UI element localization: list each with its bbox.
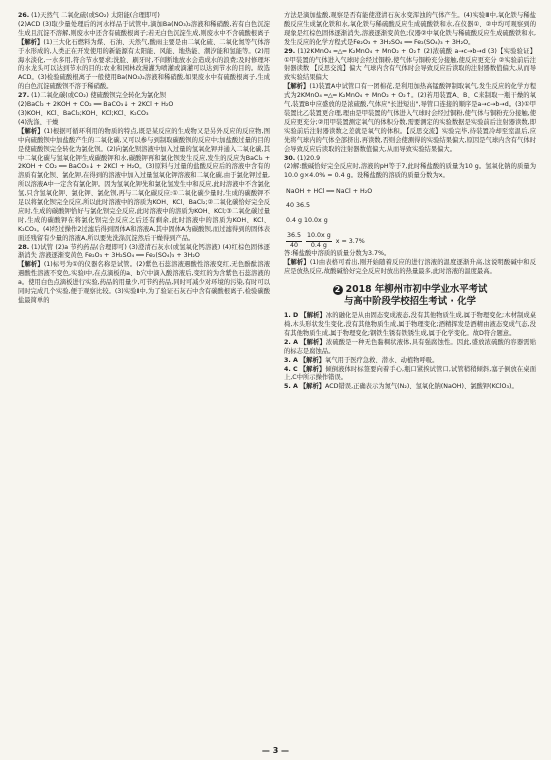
left-column bbox=[18, 12, 270, 306]
page bbox=[18, 12, 538, 742]
answer-line bbox=[284, 339, 536, 357]
paragraph-text: 0.4 g 10.0x g bbox=[286, 217, 328, 225]
paragraph-text: (1)天然气 二氧化硫(或SO₂) 太阳能(合理即可) bbox=[31, 12, 160, 19]
analysis-tag: 【解析】 bbox=[18, 38, 44, 46]
proportion-equation bbox=[284, 232, 536, 250]
text-paragraph bbox=[18, 39, 270, 92]
paragraph-text: 方法是滴加盐酸,观察是否有能使澄清石灰水变浑浊的气体产生。(4)实验Ⅲ中,氧化铁与稀盐酸反应生成氯化铁和水,氧化铁与稀硫酸反应生成硫酸铁和水,在仪器①、②中均可观察到的现象是红棕色固体逐渐消失,溶液逐渐变黄色;仪器②中氧化铁与稀硫酸反应生成硫酸铁和水,发生反应的化学方程式是Fe₂O₃ + 3H₂SO₄ ══ Fe₂(SO₄)₃ + 3H₂O。 bbox=[284, 12, 536, 46]
fraction bbox=[306, 232, 332, 250]
analysis-tag: 【解析】 bbox=[300, 338, 326, 346]
question-number: 4. C bbox=[284, 365, 298, 373]
paragraph-text: 答:稀盐酸中溶质的质量分数为3.7%。 bbox=[284, 250, 391, 258]
paragraph-text: (1)2KMnO₄ ═△═ K₂MnO₄ + MnO₂ + O₂↑ (2)浓硫酸 a→c→b→d (3)【实验验证】①甲装置的气体进入气球时会经过铜粉,使气体与铜粉充分接触,使反应更充分 ②实验前后注射器读数 【反思交流】偏大 气球内含有气体时会导致反应后读取的注射器数值偏大,从而导致实验结果偏大 bbox=[284, 47, 536, 82]
right-column bbox=[284, 12, 536, 392]
answer-line bbox=[18, 244, 270, 262]
section-title-line2: 与高中阶段学校招生考试 · 化学 bbox=[344, 296, 476, 308]
question-number: 5. A bbox=[284, 383, 298, 391]
fraction-numerator: 10.0x g bbox=[306, 232, 332, 242]
question-number: 29. bbox=[284, 47, 296, 55]
paragraph-text: (2)解:酸碱恰好完全反应时,溶液的pH等于7,此时稀盐酸的质量为10 g。氢氧化钠的质量为10.0 g×4.0% = 0.4 g。设稀盐酸的溶质的质量分数为x。 bbox=[284, 163, 536, 180]
analysis-tag: 【解析】 bbox=[284, 83, 310, 91]
paragraph-text: 倾倒液体时标签要向着手心,瓶口紧挨试管口,试管稍稍倾斜,塞子倒放在桌面上,C中所示操作错误。 bbox=[284, 365, 536, 382]
calculation-line bbox=[284, 188, 536, 197]
paragraph-text: 浓硫酸是一种无色黏稠状液体,具有强腐蚀性。因此,盛放浓硫酸的容器需贴的标志是腐蚀品。 bbox=[284, 338, 536, 355]
answer-line bbox=[284, 366, 536, 384]
analysis-tag: 【解析】 bbox=[299, 383, 326, 391]
answer-line bbox=[284, 48, 536, 84]
paragraph-text: (4)洗涤、干燥 bbox=[18, 118, 59, 126]
answer-line bbox=[284, 312, 536, 339]
paragraph-text: (3)KOH、KCl、BaCl₂;KOH、KCl;KCl、K₂CO₃ bbox=[18, 109, 149, 117]
paragraph-text: 氧气用于医疗急救、潜水、动植物呼吸。 bbox=[325, 356, 439, 364]
question-number: 30. bbox=[284, 154, 296, 162]
question-number: 3. A bbox=[284, 356, 298, 364]
analysis-tag: 【解析】 bbox=[300, 312, 326, 320]
text-paragraph bbox=[284, 250, 536, 259]
question-number: 27. bbox=[18, 92, 30, 100]
paragraph-text: NaOH + HCl ══ NaCl + H₂O bbox=[286, 187, 373, 195]
section-number-badge: 2 bbox=[333, 285, 343, 295]
fraction-denominator: 0.4 g bbox=[310, 241, 327, 249]
fraction bbox=[286, 232, 302, 250]
paragraph-text: 40 36.5 bbox=[286, 202, 311, 210]
paragraph-text: ACD错误,正确表示为氮气(N₂)、氢氧化钠(NaOH)、氯酸钾(KClO₃)。 bbox=[325, 383, 518, 391]
page-number: — 3 — bbox=[261, 746, 290, 755]
calculation-line bbox=[284, 217, 536, 226]
text-paragraph bbox=[18, 101, 270, 110]
text-paragraph bbox=[18, 110, 270, 119]
fraction-denominator: 40 bbox=[290, 241, 299, 249]
analysis-tag: 【解析】 bbox=[18, 261, 44, 269]
paragraph-text: (2)BaCl₂ + 2KOH + CO₂ ══ BaCO₃↓ + 2KCl + H₂O bbox=[18, 101, 174, 109]
text-paragraph bbox=[284, 83, 536, 154]
paragraph-text: (1)标号为①的仪器名称是试管。(2)紫色石蕊溶液遇酸性溶液变红,无色酚酞溶液遇酸性溶液不变色,实验Ⅰ中,在点滴板的a、b穴中滴入酸溶液后,变红的为含紫色石蕊溶液的a。使用白色点滴板进行实验,药品的用量少,可节约药品,同时可减少对环境的污染,有时可以同时完成几个实验,便于观察比较。(3)实验Ⅱ中,为了验证石灰石中含有碳酸根离子,检验碳酸盐最简单的 bbox=[18, 261, 270, 304]
text-paragraph bbox=[18, 261, 270, 306]
text-paragraph bbox=[18, 21, 270, 39]
text-paragraph bbox=[284, 12, 536, 48]
paragraph-text: (2)ACD (3)取少量处理后的河水样品于试管中,滴加Ba(NO₃)₂溶液和稀硝酸,若有白色沉淀生成且沉淀不溶解,则废水中还含有硫酸根离子;若无白色沉淀生成,则废水中不含硫酸根离子 bbox=[18, 20, 270, 37]
answer-line bbox=[284, 357, 536, 366]
analysis-tag: 【解析】 bbox=[299, 356, 326, 364]
paragraph-text: (1)由表格可看出,刚开始随着反应的进行溶液的温度逐渐升高,这说明酸碱中和反应是放热反应,故酸碱恰好完全反应时放出的热量最多,此时溶液的温度最高。 bbox=[284, 259, 536, 276]
analysis-tag: 【解析】 bbox=[18, 127, 44, 135]
section-title-line1: 2018 年柳州市初中学业水平考试 bbox=[345, 284, 488, 296]
paragraph-text: (1)二氧化碳(或CO₂) 使硫酸钡完全转化为氯化钡 bbox=[31, 92, 166, 100]
question-number: 2. A bbox=[284, 338, 298, 346]
answer-line bbox=[18, 12, 270, 21]
fraction-numerator: 36.5 bbox=[286, 232, 302, 242]
answer-line bbox=[18, 92, 270, 101]
equation-result: x = 3.7% bbox=[335, 238, 365, 246]
text-paragraph bbox=[284, 259, 536, 277]
question-number: 1. D bbox=[284, 312, 299, 320]
text-paragraph bbox=[284, 163, 536, 181]
paragraph-text: (1)20.9 bbox=[297, 154, 321, 162]
paragraph-text: (1)三大化石燃料为煤、石油、天然气,酸雨主要是由二氧化硫、二氧化氮等气体溶于水形成的,人类正在开发使用的新能源有太阳能、风能、地热能、潮汐能和氢能等。(2)用海水淡化,一水多用,符合节水要求;洗脸、刷牙时,不间断地放水会造成水的浪费;及时修理坏的水龙头可以达到节水的目的;农业和园林改漫灌为喷灌或滴灌可以达到节水的目的。故选ACD。(3)检验硫酸根离子一般使用Ba(NO₃)₂溶液和稀硝酸,如果废水中有硫酸根离子,生成的白色沉淀硫酸钡不溶于稀硝酸。 bbox=[18, 38, 271, 91]
calculation-line bbox=[284, 202, 536, 211]
text-paragraph bbox=[18, 128, 270, 244]
question-number: 26. bbox=[18, 12, 30, 19]
answer-line bbox=[284, 383, 536, 392]
text-paragraph bbox=[18, 119, 270, 128]
question-number: 28. bbox=[18, 243, 30, 251]
analysis-tag: 【解析】 bbox=[299, 365, 326, 373]
paragraph-text: (1)试管 (2)a 节约药品(合理即可) (3)澄清石灰水(或氢氧化钙溶液) (4)红棕色固体逐渐消失 溶液逐渐变黄色 Fe₂O₃ + 3H₂SO₄ ══ Fe₂(SO₄)₃ + 3H₂O bbox=[18, 243, 270, 260]
section-title bbox=[284, 284, 536, 308]
paragraph-text: (1)根据可循环利用的物质的特点,既是某反应的生成物又是另外反应的反应物,图中向硫酸钡中加盐酸产生的二氧化碳,又可以参与到制取碳酸钡的反应中;加盐酸过量的目的是使硫酸钡完全转化为氯化钡。(2)向氯化钡溶液中加入过量的氢氧化钾并通入二氧化碳,其中二氧化碳与氢氧化钾生成碳酸钾和水,碳酸钾再和氯化钡发生反应,发生的反应为BaCl₂ + 2KOH + CO₂ ══ BaCO₃↓ + 2KCl + H₂O。(3)原料与过量的盐酸反应后的溶液中含有的溶质有氯化钡、氯化钾,在得到的溶液中加入过量氢氧化钾溶液和二氧化碳,由于氯化钾过量,所以溶液A中一定含有氯化钾。因为氢氧化钾先和氯化氢发生中和反应,此时溶液中不含氯化氢,只含氢氧化钾、氯化钾、氯化钡,再与二氧化碳反应:①二氧化碳少量时,生成的碳酸钾不足以将氯化钡完全反应,所以此时溶液中的溶质为KOH、KCl、BaCl₂;②二氧化碳恰好完全反应时,生成的碳酸钾恰好与氯化钡完全反应,此时溶液中的溶质为KOH、KCl;③二氧化碳过量时,生成的碳酸钾在将氯化钡完全反应之后还有剩余,此时溶液中的溶质为KOH、KCl、K₂CO₃。(4)经过操作2过滤后得到固体A和溶液A,其中固体A为碳酸钡,而过滤得到的固体表面还残留有少量的溶液A,所以要先洗涤沉淀然后干燥得到产品。 bbox=[18, 127, 270, 242]
paragraph-text: 冰的融化是从由固态变成液态,没有其他物质生成,属于物理变化;木材制成桌椅,木头形状发生变化,没有其他物质生成,属于物理变化;酒精挥发是酒精由液态变成气态,没有其他物质生成,属于物理变化;钢铁生锈有铁锈生成,属于化学变化。故D符合题意。 bbox=[284, 312, 536, 337]
analysis-tag: 【解析】 bbox=[284, 259, 310, 267]
paragraph-text: (1)装置A中试管口有一团棉花,是利用加热高锰酸钾制取氧气,发生反应的化学方程式为2KMnO₄ ═△═ K₂MnO₄ + MnO₂ + O₂↑。(2)若用装置A、B、C来制取一瓶干燥的氧气,装置B中应盛放的是浓硫酸,气体应"长进短出",导管口连接的顺序是a→c→b→d。(3)①甲装置比乙装置更合理,理由是甲装置的气体进入气球时会经过铜粉,使气体与铜粉充分接触,使反应更充分;②用甲装置测定氧气的体积分数,需要测定的实验数据是实验前后注射器读数,即实验前后注射器读数之差就是氧气的体积。【反思交流】实验完毕,待装置冷却至室温后,应先将气球内的气体全部挤出,再读数,否则会使测得的实验结果偏大,原因是气球内含有气体时会导致反应后读取的注射器数值偏大,从而导致实验结果偏大。 bbox=[284, 83, 537, 153]
